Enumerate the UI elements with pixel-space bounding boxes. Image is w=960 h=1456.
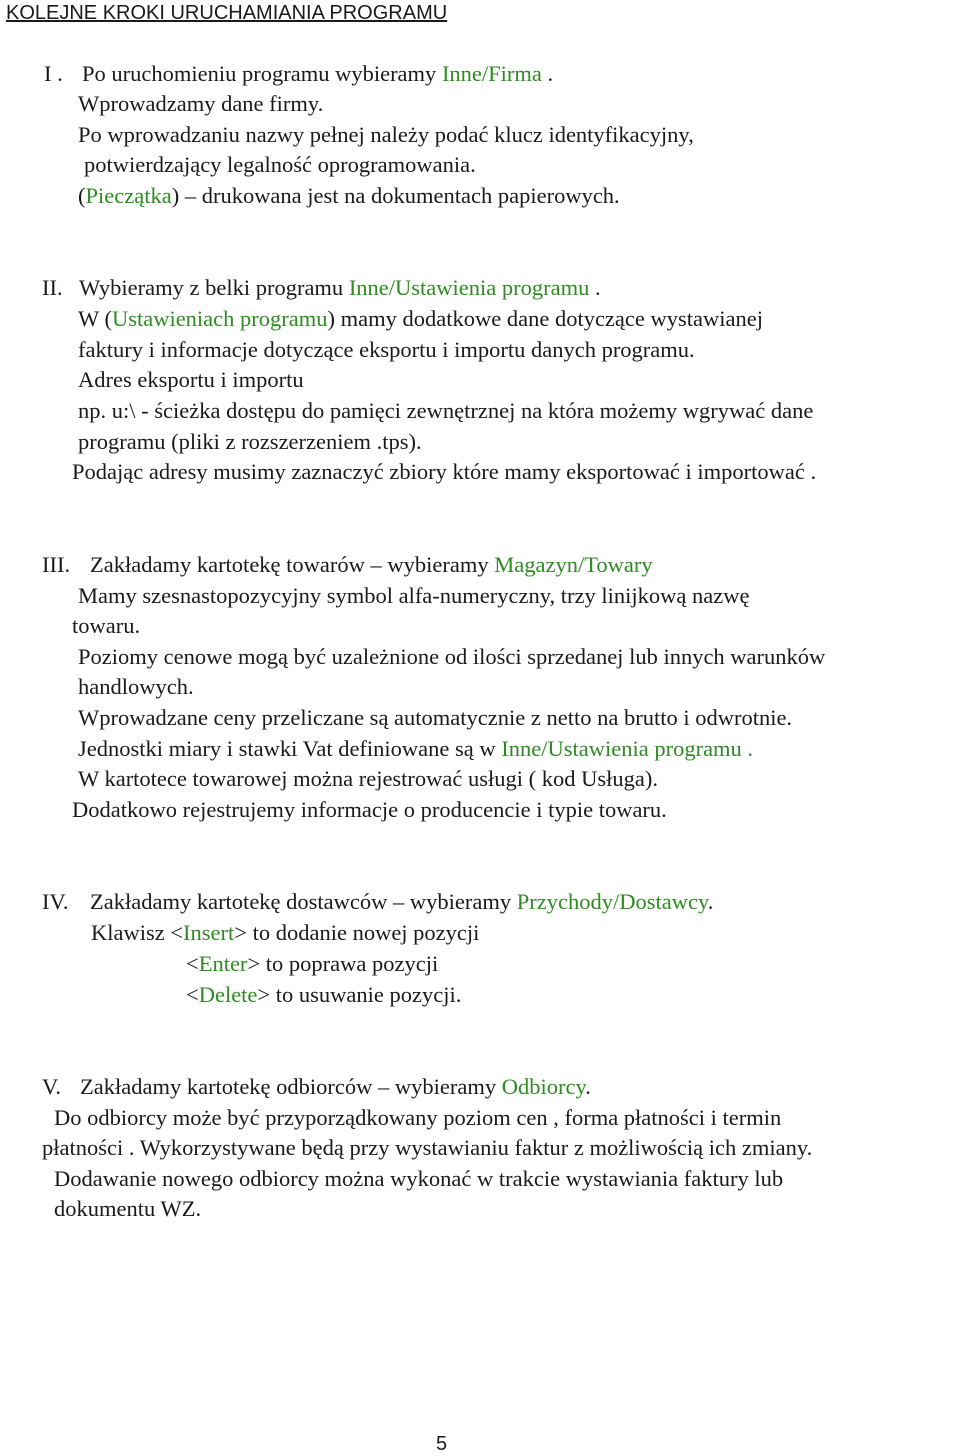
section-4-line-1 bbox=[90, 888, 713, 916]
section-5-line-1 bbox=[80, 1073, 591, 1101]
section-3-line-4: Poziomy cenowe mogą być uzależnione od ilości sprzedanej lub innych warunków bbox=[78, 644, 826, 669]
key-enter: Enter bbox=[198, 951, 248, 976]
section-3-line-8: W kartotece towarowej można rejestrować usługi ( kod Usługa). bbox=[78, 766, 659, 791]
text: ) – drukowana jest na dokumentach papierowych. bbox=[171, 183, 620, 208]
text: Po uruchomieniu programu wybieramy bbox=[82, 61, 442, 86]
menu-path-odbiorcy: Odbiorcy bbox=[501, 1074, 586, 1099]
section-3-number: III. bbox=[42, 552, 71, 577]
menu-path-przychody-dostawcy: Przychody/Dostawcy bbox=[516, 889, 708, 914]
text: Klawisz < bbox=[91, 920, 184, 945]
text: < bbox=[186, 951, 199, 976]
section-5-line-3: płatności . Wykorzystywane będą przy wystawianiu faktur z możliwością ich zmiany. bbox=[42, 1135, 813, 1160]
section-1-line-1 bbox=[82, 60, 553, 88]
text: Zakładamy kartotekę towarów – wybieramy bbox=[90, 552, 495, 577]
key-delete: Delete bbox=[198, 982, 258, 1007]
document-title: KOLEJNE KROKI URUCHAMIANIA PROGRAMU bbox=[6, 2, 448, 24]
section-3-line-7 bbox=[78, 735, 753, 763]
section-4-line-2 bbox=[91, 919, 479, 947]
section-2-line-6: programu (pliki z rozszerzeniem .tps). bbox=[78, 429, 422, 454]
text: W ( bbox=[78, 306, 112, 331]
section-1-line-3: Po wprowadzaniu nazwy pełnej należy podać klucz identyfikacyjny, bbox=[78, 122, 694, 147]
section-1-line-2: Wprowadzamy dane firmy. bbox=[78, 91, 324, 116]
section-2-line-4: Adres eksportu i importu bbox=[78, 367, 304, 392]
section-5-line-4: Dodawanie nowego odbiorcy można wykonać w trakcie wystawiania faktury lub bbox=[54, 1166, 784, 1191]
key-insert: Insert bbox=[183, 920, 235, 945]
section-3-line-2: Mamy szesnastopozycyjny symbol alfa-numeryczny, trzy linijkową nazwę bbox=[78, 583, 750, 608]
section-4-number: IV. bbox=[42, 889, 69, 914]
section-2-line-2 bbox=[78, 305, 763, 333]
section-1-line-4: potwierdzający legalność oprogramowania. bbox=[84, 152, 476, 177]
section-5-line-2: Do odbiorcy może być przyporządkowany poziom cen , forma płatności i termin bbox=[54, 1105, 782, 1130]
term-ustawienia-programu: Ustawieniach programu bbox=[111, 306, 328, 331]
term-pieczatka: Pieczątka bbox=[85, 183, 172, 208]
section-5-line-5: dokumentu WZ. bbox=[54, 1196, 202, 1221]
text: . bbox=[541, 61, 554, 86]
page-number: 5 bbox=[436, 1433, 448, 1455]
section-2-line-5: np. u:\ - ścieżka dostępu do pamięci zewnętrznej na która możemy wgrywać dane bbox=[78, 398, 814, 423]
text: Wybieramy z belki programu bbox=[79, 275, 349, 300]
text: > to dodanie nowej pozycji bbox=[234, 920, 480, 945]
text: Zakładamy kartotekę odbiorców – wybieramy bbox=[80, 1074, 502, 1099]
section-1-number: I . bbox=[44, 61, 63, 86]
menu-path-inne-ustawienia: Inne/Ustawienia programu . bbox=[501, 736, 754, 761]
text: Zakładamy kartotekę dostawców – wybieramy bbox=[90, 889, 517, 914]
section-4-line-4 bbox=[186, 981, 461, 1009]
menu-path-magazyn-towary: Magazyn/Towary bbox=[494, 552, 653, 577]
text: Jednostki miary i stawki Vat definiowane są w bbox=[78, 736, 502, 761]
section-2-line-7: Podając adresy musimy zaznaczyć zbiory które mamy eksportować i importować . bbox=[72, 459, 817, 484]
text: . bbox=[707, 889, 714, 914]
menu-path-inne-firma: Inne/Firma bbox=[441, 61, 542, 86]
text: < bbox=[186, 982, 199, 1007]
section-5-number: V. bbox=[42, 1074, 61, 1099]
section-3-line-3: towaru. bbox=[72, 613, 141, 638]
section-1-line-5 bbox=[78, 182, 620, 210]
section-3-line-1 bbox=[90, 551, 653, 579]
text: > to usuwanie pozycji. bbox=[257, 982, 462, 1007]
text: > to poprawa pozycji bbox=[247, 951, 439, 976]
text: . bbox=[589, 275, 601, 300]
section-3-line-5: handlowych. bbox=[78, 674, 194, 699]
section-2-number: II. bbox=[42, 275, 63, 300]
text: ( bbox=[78, 183, 86, 208]
text: . bbox=[585, 1074, 591, 1099]
section-4-line-3 bbox=[186, 950, 438, 978]
text: ) mamy dodatkowe dane dotyczące wystawianej bbox=[327, 306, 763, 331]
section-3-line-9: Dodatkowo rejestrujemy informacje o producencie i typie towaru. bbox=[72, 797, 667, 822]
menu-path-inne-ustawienia: Inne/Ustawienia programu bbox=[348, 275, 590, 300]
section-3-line-6: Wprowadzane ceny przeliczane są automatycznie z netto na brutto i odwrotnie. bbox=[78, 705, 793, 730]
section-2-line-3: faktury i informacje dotyczące eksportu i importu danych programu. bbox=[78, 337, 695, 362]
section-2-line-1 bbox=[79, 274, 601, 302]
